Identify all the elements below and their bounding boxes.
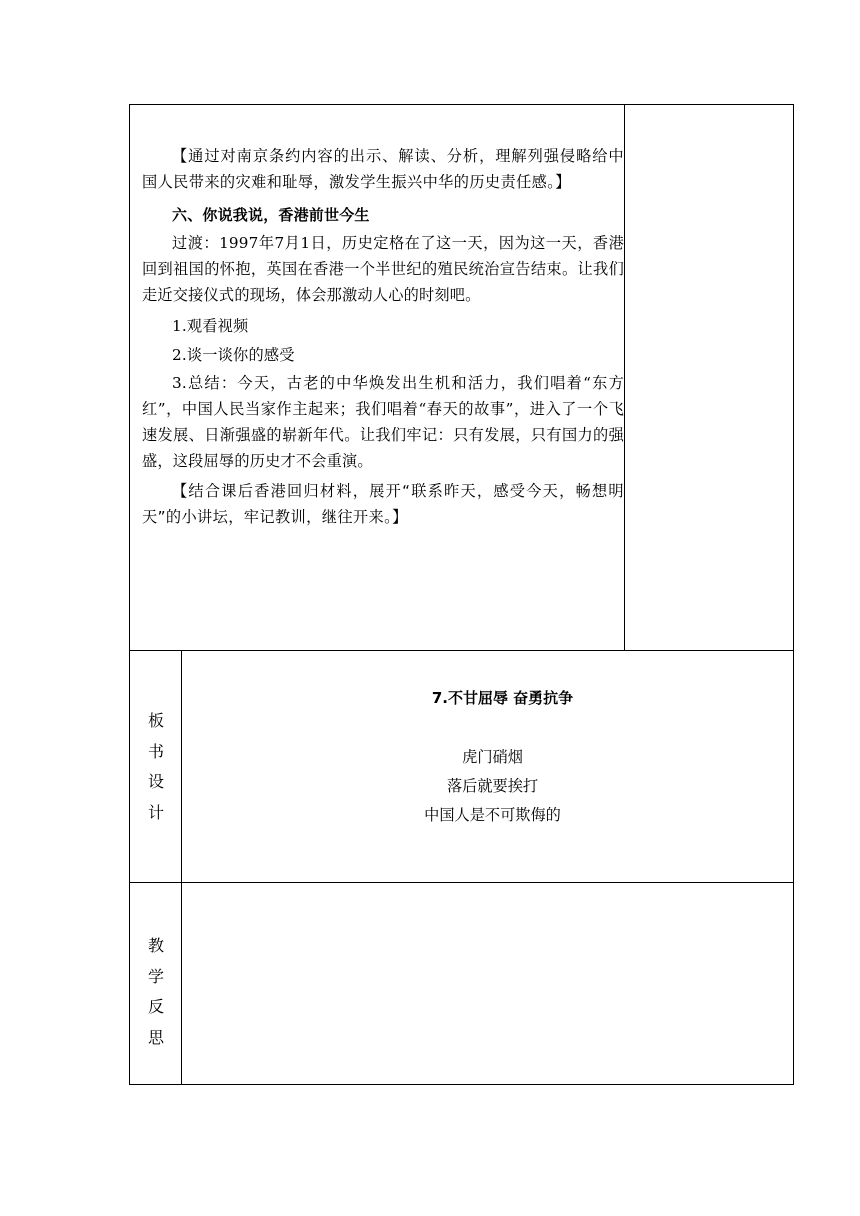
step-share-feelings: 2.谈一谈你的感受	[172, 346, 295, 364]
transition-paragraph: 过渡：1997年7月1日，历史定格在了这一天，因为这一天，香港回到祖国的怀抱，英国在香港一个半世纪的殖民统治宣告结束。让我们走近交接仪式的现场，体会那激动人心的时刻吧。	[142, 234, 624, 304]
board-design-label-cell	[130, 651, 182, 882]
step-summary: 3.总结：今天，古老的中华焕发出生机和活力，我们唱着“东方红”，中国人民当家作主起来；我们唱着“春天的故事”，进入了一个飞速发展、日渐强盛的崭新年代。让我们牢记：只有发展，只有国力的强盛，这段屈辱的历史才不会重演。	[142, 374, 624, 470]
board-line: 虎门硝烟	[462, 748, 523, 766]
design-intent-note-2: 【结合课后香港回归材料，展开“联系昨天，感受今天，畅想明天”的小讲坛，牢记教训，继往开来。】	[142, 482, 624, 526]
board-lines	[182, 743, 793, 830]
design-intent-note: 【通过对南京条约内容的出示、解读、分析，理解列强侵略给中国人民带来的灾难和耻辱，激发学生振兴中华的历史责任感。】	[142, 147, 624, 191]
reflection-content	[182, 883, 793, 1084]
board-line: 落后就要挨打	[446, 777, 539, 795]
reflection-label-cell	[130, 883, 182, 1084]
teaching-process-row	[130, 105, 793, 651]
notes-side-cell	[625, 105, 793, 650]
teaching-reflection-row	[130, 883, 793, 1084]
reflection-label: 教 学 反 思	[147, 936, 164, 1047]
board-design-row	[130, 651, 793, 883]
step-watch-video: 1.观看视频	[172, 317, 249, 335]
board-title: 7.不甘屈辱 奋勇抗争	[431, 689, 574, 707]
board-design-label: 板 书 设 计	[147, 711, 164, 822]
board-line: 中国人是不可欺侮的	[424, 806, 561, 824]
teaching-content-cell	[130, 105, 625, 650]
section-heading: 六、你说我说，香港前世今生	[172, 206, 370, 224]
board-design-content	[182, 651, 793, 882]
lesson-plan-table	[129, 104, 794, 1085]
